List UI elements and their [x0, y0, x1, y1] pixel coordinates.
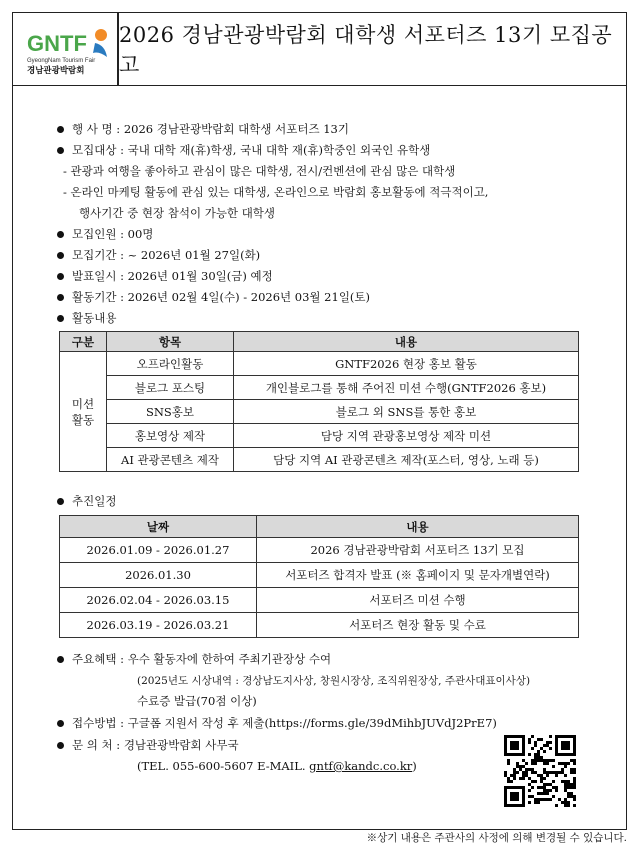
target-detail-1: - 관광과 여행을 좋아하고 관심이 많은 대학생, 전시/컨벤션에 관심 많은 대학생	[63, 164, 456, 178]
notice-content	[13, 85, 626, 829]
table-row	[60, 352, 579, 376]
content-cell: 2026 경남관광박람회 서포터즈 13기 모집	[257, 538, 579, 563]
page-title: 2026 경남관광박람회 대학생 서포터즈 13기 모집공고	[119, 23, 613, 77]
event-line: 행 사 명 : 2026 경남관광박람회 대학생 서포터즈 13기	[57, 121, 349, 137]
table-row	[60, 588, 579, 613]
logo-korean: 경남관광박람회	[27, 66, 85, 76]
header-category: 구분	[60, 332, 107, 352]
target-detail-2: - 온라인 마케팅 활동에 관심 있는 대학생, 온라인으로 박람회 홍보활동에 적극적이고,	[63, 185, 489, 199]
table-row	[60, 448, 579, 472]
item-cell: SNS홍보	[107, 400, 234, 424]
bullet-icon	[57, 498, 64, 505]
table-row	[60, 424, 579, 448]
category-cell: 미션 활동	[60, 352, 107, 472]
table-row	[60, 563, 579, 588]
content-cell: 블로그 외 SNS를 통한 홍보	[234, 400, 579, 424]
header-content: 내용	[234, 332, 579, 352]
logo-brand: GNTF	[27, 31, 87, 56]
bullet-icon	[57, 252, 64, 259]
table-row	[60, 613, 579, 638]
footnote: ※상기 내용은 주관사의 사정에 의해 변경될 수 있습니다.	[366, 832, 627, 844]
schedule-label: 추진일정	[57, 493, 116, 509]
target-detail-3: 행사기간 중 현장 참석이 가능한 대학생	[79, 206, 276, 220]
date-cell: 2026.01.09 - 2026.01.27	[60, 538, 257, 563]
benefits-certificate: 수료증 발급(70점 이상)	[137, 694, 257, 708]
headcount-line: 모집인원 : 00명	[57, 226, 153, 242]
header-date: 날짜	[60, 516, 257, 538]
bullet-icon	[57, 656, 64, 663]
contact-detail: (TEL. 055-600-5607 E-MAIL. gntf@kandc.co.kr)	[137, 759, 417, 773]
activity-period-line: 활동기간 : 2026년 02월 4일(수) - 2026년 03월 21일(토)	[57, 289, 370, 305]
header	[13, 13, 626, 86]
target-line: 모집대상 : 국내 대학 재(휴)학생, 국내 대학 재(휴)학중인 외국인 유학생	[57, 142, 430, 158]
email-link[interactable]: gntf@kandc.co.kr	[309, 759, 413, 773]
item-cell: AI 관광콘텐츠 제작	[107, 448, 234, 472]
content-cell: 담당 지역 관광홍보영상 제작 미션	[234, 424, 579, 448]
date-cell: 2026.01.30	[60, 563, 257, 588]
table-row	[60, 400, 579, 424]
apply-line: 접수방법 : 구글폼 지원서 작성 후 제출(https://forms.gle/39dMihbJUVdJ2PrE7)	[57, 715, 497, 731]
schedule-table-header	[60, 516, 579, 538]
logo-blue-swoosh-icon	[93, 43, 107, 57]
content-cell: 개인블로그를 통해 주어진 미션 수행(GNTF2026 홍보)	[234, 376, 579, 400]
header-content: 내용	[257, 516, 579, 538]
benefits-detail: (2025년도 시상내역 : 경상남도지사상, 창원시장상, 조직위원장상, 주관사대표이사상)	[137, 675, 531, 687]
schedule-table	[59, 515, 579, 638]
bullet-icon	[57, 147, 64, 154]
bullet-icon	[57, 294, 64, 301]
bullet-icon	[57, 231, 64, 238]
date-cell: 2026.03.19 - 2026.03.21	[60, 613, 257, 638]
content-cell: 서포터즈 미션 수행	[257, 588, 579, 613]
bullet-icon	[57, 720, 64, 727]
item-cell: 홍보영상 제작	[107, 424, 234, 448]
item-cell: 블로그 포스팅	[107, 376, 234, 400]
announce-line: 발표일시 : 2026년 01월 30일(금) 예정	[57, 268, 273, 284]
table-row	[60, 376, 579, 400]
activity-table	[59, 331, 579, 472]
qr-code-icon[interactable]	[504, 735, 576, 807]
content-cell: 서포터즈 합격자 발표 (※ 홈페이지 및 문자개별연락)	[257, 563, 579, 588]
bullet-icon	[57, 273, 64, 280]
bullet-icon	[57, 315, 64, 322]
bullet-icon	[57, 126, 64, 133]
table-row	[60, 538, 579, 563]
logo-orange-dot-icon	[95, 29, 107, 41]
content-cell: 서포터즈 현장 활동 및 수료	[257, 613, 579, 638]
gntf-logo	[21, 23, 117, 77]
period-line: 모집기간 : ~ 2026년 01월 27일(화)	[57, 247, 260, 263]
content-cell: 담당 지역 AI 관광콘텐츠 제작(포스터, 영상, 노래 등)	[234, 448, 579, 472]
bullet-icon	[57, 742, 64, 749]
date-cell: 2026.02.04 - 2026.03.15	[60, 588, 257, 613]
activity-table-header	[60, 332, 579, 352]
contact-line: 문 의 처 : 경남관광박람회 사무국	[57, 737, 239, 753]
notice-document	[12, 12, 627, 830]
content-cell: GNTF2026 현장 홍보 활동	[234, 352, 579, 376]
logo-sub: GyeongNam Tourism Fair	[27, 58, 96, 64]
item-cell: 오프라인활동	[107, 352, 234, 376]
benefits-line: 주요혜택 : 우수 활동자에 한하여 주최기관장상 수여	[57, 651, 331, 667]
activity-content-label: 활동내용	[57, 310, 116, 326]
header-item: 항목	[107, 332, 234, 352]
